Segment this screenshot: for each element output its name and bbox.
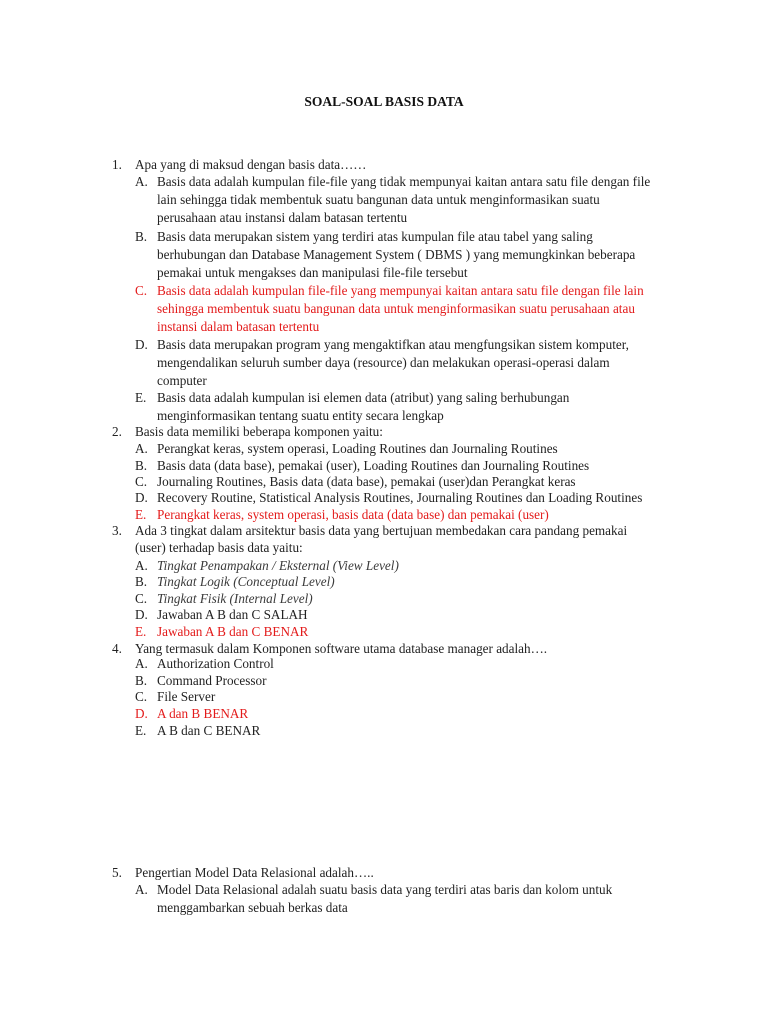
option-text-line: computer <box>157 373 207 389</box>
option-text-line: Recovery Routine, Statistical Analysis Routines, Journaling Routines dan Loading Routines <box>157 490 643 505</box>
answer-option <box>157 655 682 673</box>
answer-option <box>157 489 682 507</box>
question-text <box>135 522 675 556</box>
option-letter: C. <box>135 474 148 489</box>
question-number: 1. <box>112 157 122 172</box>
question-text-line: Apa yang di maksud dengan basis data…… <box>135 157 367 172</box>
answer-option <box>157 336 682 391</box>
question-text-line: Pengertian Model Data Relasional adalah….. <box>135 865 374 880</box>
option-text-line: Jawaban A B dan C BENAR <box>157 624 309 639</box>
option-letter: C. <box>135 591 148 606</box>
question-text-line: (user) terhadap basis data yaitu: <box>135 540 303 555</box>
option-text-line: Basis data (data base), pemakai (user), Loading Routines dan Journaling Routines <box>157 458 590 473</box>
question-number: 4. <box>112 641 122 656</box>
option-text-line: menggambarkan sebuah berkas data <box>157 900 348 916</box>
option-text-line: menginformasikan tentang suatu entity secara lengkap <box>157 408 444 424</box>
option-letter: A. <box>135 174 148 189</box>
option-letter: A. <box>135 656 148 671</box>
option-text-line: Jawaban A B dan C SALAH <box>157 607 308 622</box>
option-text-line: Command Processor <box>157 673 267 688</box>
option-text-line: sehingga membentuk suatu bangunan data untuk menginformasikan suatu perusahaan atau <box>157 301 635 317</box>
option-text-line: Tingkat Fisik (Internal Level) <box>157 591 313 606</box>
question-text-line: Basis data memiliki beberapa komponen yaitu: <box>135 424 383 439</box>
correct-answer-option <box>157 705 682 723</box>
question-text-line: Ada 3 tingkat dalam arsitektur basis data yang bertujuan membedakan cara pandang pemakai <box>135 523 628 538</box>
option-text-line: A dan B BENAR <box>157 706 249 721</box>
answer-option <box>157 606 682 624</box>
option-letter: B. <box>135 574 148 589</box>
option-letter: A. <box>135 882 148 897</box>
option-text-line: Model Data Relasional adalah suatu basis data yang terdiri atas baris dan kolom untuk <box>157 882 613 897</box>
option-letter: C. <box>135 283 148 298</box>
option-text-line: mengendalikan seluruh sumber daya (resource) dan melakukan operasi-operasi dalam <box>157 355 610 371</box>
option-text-line: Perangkat keras, system operasi, Loading Routines dan Journaling Routines <box>157 441 558 456</box>
option-text-line: A B dan C BENAR <box>157 723 261 738</box>
option-text-line: Basis data adalah kumpulan file-file yang tidak mempunyai kaitan antara satu file dengan file <box>157 174 651 189</box>
option-letter: E. <box>135 624 147 639</box>
answer-option <box>157 440 682 458</box>
option-text-line: perusahaan atau instansi dalam batasan tertentu <box>157 210 408 226</box>
option-letter: E. <box>135 507 147 522</box>
option-letter: B. <box>135 229 148 244</box>
answer-option <box>157 228 682 283</box>
option-letter: D. <box>135 490 148 505</box>
option-text-line: Tingkat Penampakan / Eksternal (View Level) <box>157 558 399 573</box>
option-text-line: Perangkat keras, system operasi, basis data (data base) dan pemakai (user) <box>157 507 549 522</box>
option-letter: B. <box>135 673 148 688</box>
option-text-line: pemakai untuk mengakses dan manipulasi file-file tersebut <box>157 265 468 281</box>
option-letter: A. <box>135 558 148 573</box>
answer-option <box>157 688 682 706</box>
option-text-line: Basis data adalah kumpulan file-file yang mempunyai kaitan antara satu file dengan file lain <box>157 283 644 298</box>
option-text-line: Tingkat Logik (Conceptual Level) <box>157 574 335 589</box>
option-text-line: lain sehingga tidak membentuk suatu bangunan data untuk menginformasikan suatu <box>157 192 600 208</box>
question-text-line: Yang termasuk dalam Komponen software utama database manager adalah…. <box>135 641 548 656</box>
correct-answer-option <box>157 623 682 641</box>
option-letter: E. <box>135 723 147 738</box>
option-text-line: File Server <box>157 689 216 704</box>
option-letter: D. <box>135 337 148 352</box>
answer-option <box>157 881 682 917</box>
document-title: SOAL-SOAL BASIS DATA <box>304 94 464 109</box>
option-text-line: Basis data merupakan program yang mengaktifkan atau mengfungsikan sistem komputer, <box>157 337 629 352</box>
question-number: 5. <box>112 865 122 880</box>
option-letter: E. <box>135 390 147 405</box>
question-number: 2. <box>112 424 122 439</box>
answer-option <box>157 573 682 591</box>
question-text <box>135 864 675 881</box>
answer-option <box>157 173 682 228</box>
option-letter: D. <box>135 706 148 721</box>
option-letter: B. <box>135 458 148 473</box>
answer-option <box>157 389 682 425</box>
option-text-line: Journaling Routines, Basis data (data base), pemakai (user)dan Perangkat keras <box>157 474 576 489</box>
option-letter: A. <box>135 441 148 456</box>
question-number: 3. <box>112 523 122 538</box>
option-text-line: Basis data adalah kumpulan isi elemen data (atribut) yang saling berhubungan <box>157 390 570 405</box>
question-text <box>135 156 675 173</box>
answer-option <box>157 722 682 740</box>
option-text-line: Basis data merupakan sistem yang terdiri atas kumpulan file atau tabel yang saling <box>157 229 593 244</box>
option-letter: D. <box>135 607 148 622</box>
option-letter: C. <box>135 689 148 704</box>
correct-answer-option <box>157 282 682 337</box>
question-text <box>135 423 675 440</box>
option-text-line: instansi dalam batasan tertentu <box>157 319 320 335</box>
option-text-line: berhubungan dan Database Management System ( DBMS ) yang memungkinkan beberapa <box>157 247 636 263</box>
option-text-line: Authorization Control <box>157 656 274 671</box>
